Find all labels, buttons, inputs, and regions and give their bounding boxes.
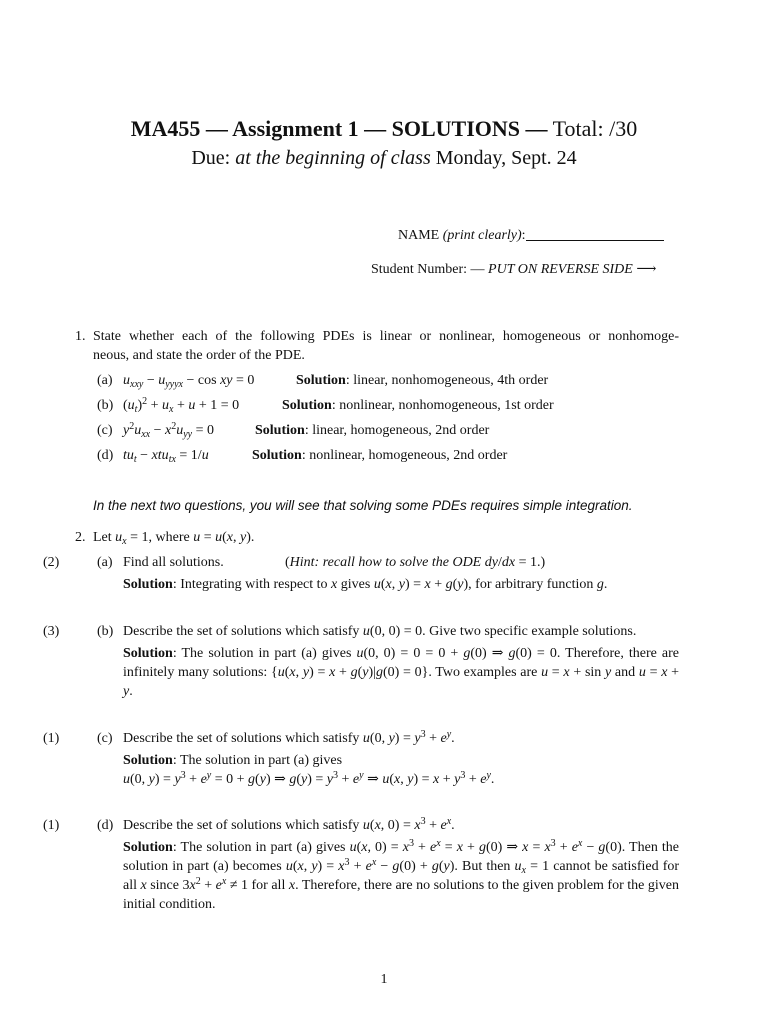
page-number: 1 <box>380 972 388 987</box>
q2-part-d: (1) (d) Describe the set of solutions which satisfy u(x, $0) = x^3 + e^x$. <box>43 816 455 833</box>
q2-part-c-solution: Solution: The solution in part (a) gives <box>123 753 343 768</box>
q2-part-b-solution: Solution: The solution in part (a) gives u(0, 0) = 0 = 0 + g(0) ⇒ g(0) = 0. Therefore, there are infinitely many solutions: {u(x, y) = x + g(y)|g(0) = 0}. Two examples are u = x + sin y and u = x + y. <box>123 646 680 699</box>
q2-part-b: (3) (b) Describe the set of solutions which satisfy u(0, 0) = 0. Give two specific example solutions. <box>43 624 637 639</box>
student-number: Student Number: — PUT ON REVERSE SIDE ⟶ <box>371 262 657 277</box>
q2-part-c-solution-eq: u(0, $y) = y^3 + e^y = 0 + g(y)$ ⇒ $g(y) = y^3 + e^y$ ⇒ u(x, $y) = x + y^3 + e^y$. <box>123 770 495 787</box>
q2-part-d-solution: Solution: The solution in part (a) gives u(x, $0) = x^3 + e^x = x + g(0)$ ⇒ $x = x^3 + e^x - g(0)$. Then the solution in part (a) becomes u(x, $y) = x^3 + e^x - g(0) + g(y)$. But then $u_x = 1$ cannot be satisfied for all x since $3x^2 + e^x \ne 1$ for all x. Therefore, there are no solutions to the given problem for the given initial condition. <box>123 838 680 912</box>
section-note: In the next two questions, you will see that solving some PDEs requires simple integration. <box>93 498 633 513</box>
q2-prompt: 2. Let $u_x = 1$, where u = u(x, y). <box>75 530 255 547</box>
q1-part-d: (d) $tu_t - xtu_{tx} = 1/u$ Solution: nonlinear, homogeneous, 2nd order <box>97 448 508 465</box>
name-line[interactable] <box>526 240 664 241</box>
q1-prompt: 1. State whether each of the following PDEs is linear or nonlinear, homogeneous or nonhomoge- <box>75 329 679 344</box>
name-field[interactable]: NAME (print clearly): <box>398 226 664 245</box>
page-title: MA455 — Assignment 1 — SOLUTIONS — Total: /30 <box>130 116 638 141</box>
q1-part-c: (c) $y^2u_{xx} - x^2u_{yy} = 0$ Solution: linear, homogeneous, 2nd order <box>97 421 490 440</box>
q1-prompt-cont: neous, and state the order of the PDE. <box>93 348 305 363</box>
q1-part-b: (b) $(u_t)^2 + u_x + u + 1 = 0$ Solution: nonlinear, nonhomogeneous, 1st order <box>97 396 554 415</box>
q1-part-a: (a) $u_{xxy} - u_{yyyx} - \cos$ xy = 0 Solution: linear, nonhomogeneous, 4th order <box>97 373 549 390</box>
q2-part-c: (1) (c) Describe the set of solutions which satisfy u(0, $y) = y^3 + e^y$. <box>43 729 455 746</box>
q2-part-a-solution: Solution: Integrating with respect to x gives u(x, y) = x + g(y), for arbitrary function g. <box>123 577 608 592</box>
q2-part-a: (2) (a) Find all solutions. (Hint: recall how to solve the ODE dy/dx = 1.) <box>43 555 546 570</box>
due-date: Due: at the beginning of class Monday, Sept. 24 <box>191 147 577 169</box>
